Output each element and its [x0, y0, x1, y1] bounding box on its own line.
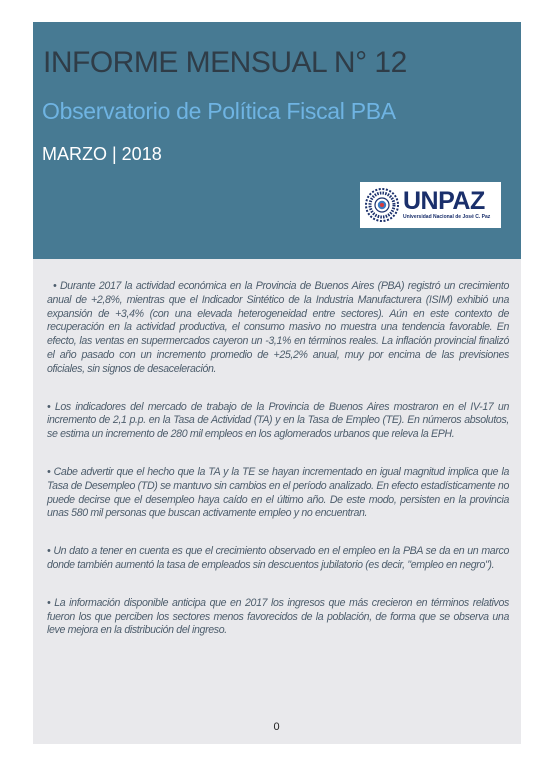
report-page	[33, 22, 521, 744]
summary-paragraph: • La información disponible anticipa que en 2017 los ingresos que más crecieron en términos relativos fueron los que perciben los sectores menos favorecidos de la población, de forma que se observa una leve mejora en la distribución del ingreso.	[47, 596, 509, 637]
logo-tagline: Universidad Nacional de José C. Paz	[403, 214, 491, 220]
unpaz-logo	[360, 182, 501, 228]
logo-text	[403, 189, 490, 221]
summary-paragraph: • Un dato a tener en cuenta es que el crecimiento observado en el empleo en la PBA se da en un marco donde también aumentó la tasa de empleados sin descuentos jubilatorio (es decir, "empleo en negro").	[47, 545, 509, 571]
report-header	[33, 22, 521, 259]
sun-seal-icon	[364, 187, 400, 223]
report-title: INFORME MENSUAL N° 12	[43, 46, 407, 79]
summary-paragraph: • Durante 2017 la actividad económica en la Provincia de Buenos Aires (PBA) registró un crecimiento anual de +2,8%, mientras que el Indicador Sintético de la Industria Manufacturera (ISIM) exhibió una expansión de +3,4% (con una elevada heterogeneidad entre sectores). Aún en este contexto de recuperación en la actividad productiva, el consumo masivo no muestra una tendencia favorable. En efecto, las ventas en supermercados cayeron un -3,1% en términos reales. La inflación provincial finalizó el año pasado con un incremento promedio de +25,2% anual, muy por encima de las previsiones oficiales, sin signos de desaceleración.	[47, 280, 509, 375]
summary-paragraph: • Los indicadores del mercado de trabajo de la Provincia de Buenos Aires mostraron en el IV-17 un incremento de 2,1 p.p. en la Tasa de Actividad (TA) y en la Tasa de Empleo (TE). En números absolutos, se estima un incremento de 280 mil empleos en los aglomerados urbanos que releva la EPH.	[47, 400, 509, 441]
summary-paragraph: • Cabe advertir que el hecho que la TA y la TE se hayan incrementado en igual magnitud implica que la Tasa de Desempleo (TD) se mantuvo sin cambios en el período analizado. En efecto estadísticamente no puede decirse que el desempleo haya caído en el último año. De este modo, persisten en la provincia unas 580 mil personas que buscan activamente empleo y no encuentran.	[47, 465, 509, 520]
report-subtitle: Observatorio de Política Fiscal PBA	[42, 98, 396, 124]
page-number: 0	[273, 721, 280, 733]
logo-name: UNPAZ	[403, 187, 485, 215]
report-body	[47, 280, 509, 662]
report-date: MARZO | 2018	[42, 144, 162, 164]
